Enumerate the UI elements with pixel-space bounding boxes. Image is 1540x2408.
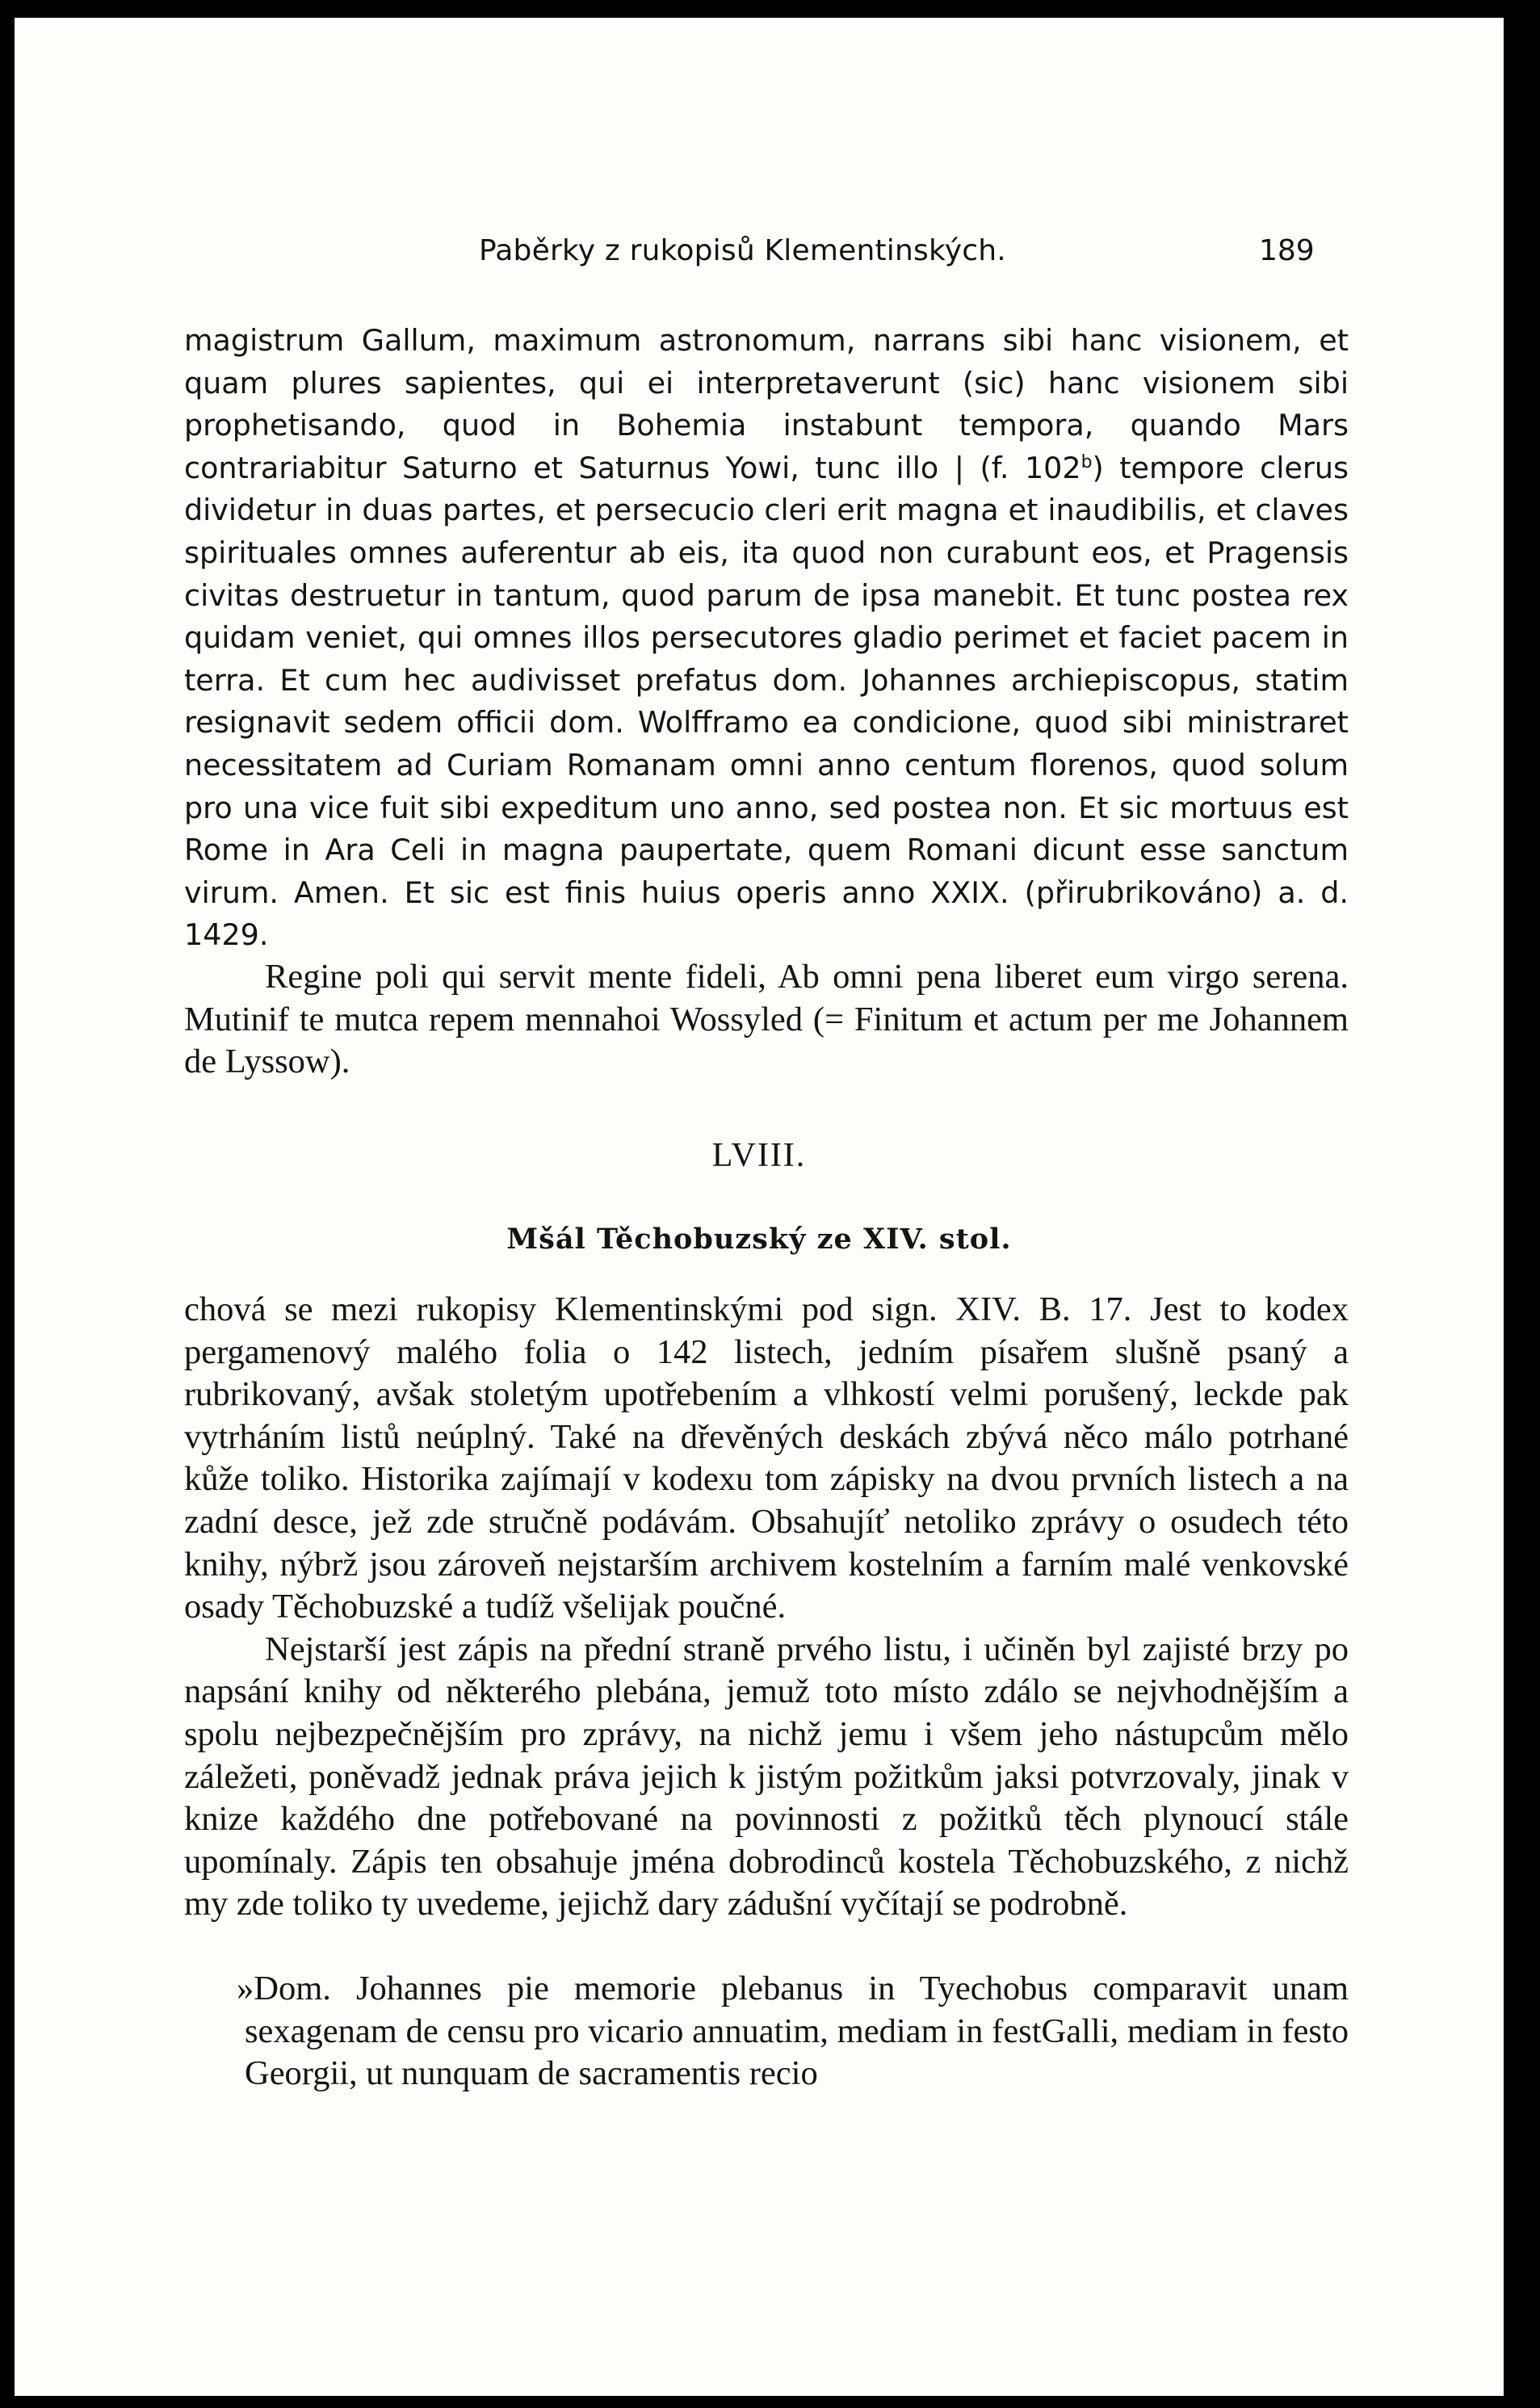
czech-paragraph-1: chová se mezi rukopisy Klementinskými pod sign. XIV. B. 17. Jest to kodex pergamenový malého folia o 142 listech, jedním písařem slušně psaný a rubrikovaný, avšak stoletým upotřebením a vlhkostí velmi porušený, leckde pak vytrháním listů neúplný. Také na dřevěných deskách zbývá něco málo potrhané kůže toliko. Historika zajímají v kodexu tom zápisky na dvou prvních listech a na zadní desce, jež zde stručně podávám. Obsahujíť netoliko zprávy o osudech této knihy, nýbrž jsou zároveň nejstarším archivem kostelním a farním malé venkovské osady Těchobuzské a tudíž všelijak poučné. [184, 1290, 1349, 1626]
colophon-block [184, 956, 1349, 1084]
book-page [15, 18, 1504, 2396]
czech-paragraph-2: Nejstarší jest zápis na přední straně prvého listu, i učiněn byl zajisté brzy po napsání knihy od některého plebána, jemuž toto místo zdálo se nejvhodnějším a spolu nejbezpečnějším pro zprávy, na nichž jemu i všem jeho nástupcům mělo záležeti, poněvadž jednak práva jejich k jistým požitkům jaksi potvrzovaly, jinak v knize každého dne potřebované na povinnosti z požitků těch plynoucí stále upomínaly. Zápis ten obsahuje jména dobrodinců kostela Těchobuzského, z nichž my zde toliko ty uvedeme, jejichž dary zádušní vyčítají se podrobně. [184, 1630, 1349, 1923]
chapter-number: LVIII. [711, 1137, 807, 1174]
latin-paragraph-rest: ) tempore clerus dividetur in duas partes, et persecucio cleri erit magna et inaudibilis, et claves spirituales omnes auferentur ab eis, ita quod non curabunt eos, et Pragensis civitas destruetur in tantum, quod parum de ipsa manebit. Et tunc postea rex quidam veniet, qui omnes illos persecutores gladio perimet et faciet pacem in terra. Et cum hec audivisset prefatus dom. Johannes archiepiscopus, statim resignavit sedem officii dom. Wolfframo ea condicione, quod sibi ministraret necessitatem ad Curiam Romanam omni anno centum florenos, quod solum pro una vice fuit sibi expeditum uno anno, sed postea non. Et sic mortuus est Rome in Ara Celi in magna paupertate, quem Romani dicunt esse sanctum virum. Amen. Et sic est finis huius operis anno XXIX. (přirubrikováno) a. d. 1429. [184, 450, 1349, 953]
czech-text-block [184, 1289, 1349, 1926]
chapter-title: Mšál Těchobuzský ze XIV. stol. [506, 1223, 1012, 1256]
quoted-record-text: »Dom. Johannes pie memorie plebanus in Tyechobus comparavit unam sexagenam de censu pro vicario annuatim, mediam in festGalli, mediam in festo Georgii, ut nunquam de sacramentis recio [237, 1970, 1349, 2093]
running-head [15, 234, 1504, 283]
running-head-title: Paběrky z rukopisů Klementinských. [479, 234, 1006, 267]
quoted-record [237, 1968, 1349, 2095]
colophon-paragraph: Regine poli qui servit mente fideli, Ab omni pena liberet eum virgo serena. Mutinif te mutca repem mennahoi Wossyled (= Finitum et actum per me Johannem de Lyssow). [184, 958, 1349, 1081]
folio-superscript: b [1081, 451, 1093, 472]
latin-paragraph-start: magistrum Gallum, maximum astronomum, narrans sibi hanc visionem, et quam plures sapientes, qui ei interpretaverunt (sic) hanc visionem sibi prophetisando, quod in Bohemia instabunt tempora, quando Mars contrariabitur Saturno et Saturnus Yowi, tunc illo | (f. 102 [184, 323, 1349, 485]
latin-paragraph [184, 320, 1349, 957]
page-number: 189 [1259, 234, 1315, 267]
latin-text-block [184, 320, 1349, 957]
